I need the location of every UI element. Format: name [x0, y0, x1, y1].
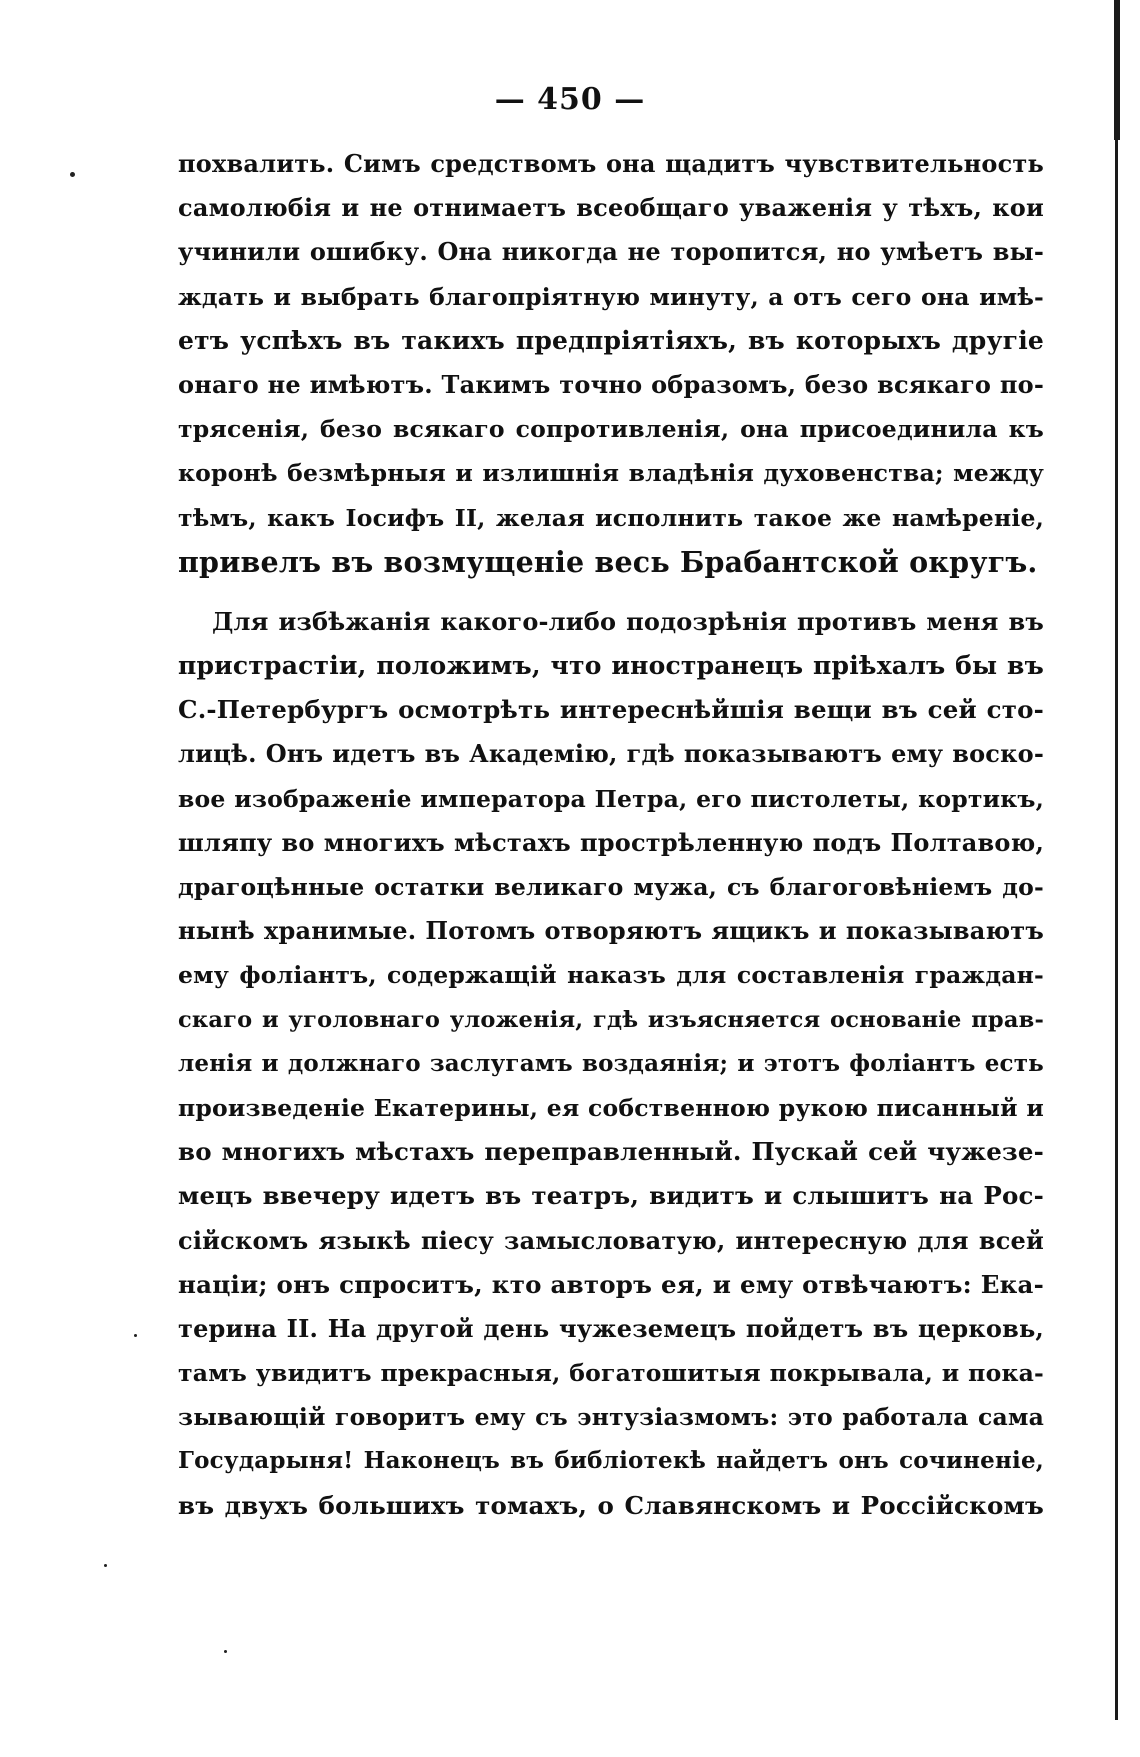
ink-speck — [134, 1334, 137, 1337]
text-line: во многихъ мѣстахъ переправленный. Пускай сей чужезе- — [178, 1137, 1044, 1167]
text-line: ему фоліантъ, содержащій наказъ для составленія граждан- — [178, 961, 1044, 990]
text-line: С.-Петербургъ осмотрѣть интереснѣйшія вещи въ сей сто- — [178, 695, 1044, 725]
body-text — [178, 142, 1044, 1528]
text-line: привелъ въ возмущеніе весь Брабантской округъ. — [178, 544, 1038, 579]
paragraph-gap — [178, 584, 1044, 600]
text-line: драгоцѣнные остатки великаго мужа, съ благоговѣніемъ до- — [178, 873, 1044, 901]
text-line: произведеніе Екатерины, ея собственною рукою писанный и — [178, 1093, 1044, 1122]
text-line: етъ успѣхъ въ такихъ предпріятіяхъ, въ которыхъ другіе — [178, 325, 1044, 355]
text-line: трясенія, безо всякаго сопротивленія, она присоединила къ — [178, 415, 1044, 444]
text-line: сійскомъ языкѣ піесу замысловатую, интересную для всей — [178, 1225, 1044, 1255]
text-line: лицѣ. Онъ идетъ въ Академію, гдѣ показываютъ ему воско- — [178, 739, 1044, 769]
text-line: въ двухъ большихъ томахъ, о Славянскомъ и Россійскомъ — [178, 1490, 1044, 1520]
text-line: ленія и должнаго заслугамъ воздаянія; и этотъ фоліантъ есть — [178, 1049, 1044, 1077]
text-line: учинили ошибку. Она никогда не торопится, но умѣетъ вы- — [178, 237, 1044, 267]
text-line: скаго и уголовнаго уложенія, гдѣ изъясняется основаніе прав- — [178, 1006, 1044, 1033]
paragraph-2 — [178, 600, 1044, 1528]
text-line: онаго не имѣютъ. Такимъ точно образомъ, безо всякаго по- — [178, 369, 1044, 399]
text-line: вое изображеніе императора Петра, его пистолеты, кортикъ, — [178, 784, 1044, 813]
text-line: тамъ увидитъ прекрасныя, богатошитыя покрывала, и пока- — [178, 1359, 1044, 1388]
text-line: похвалить. Симъ средствомъ она щадитъ чувствительность — [178, 149, 1044, 178]
paragraph-1 — [178, 142, 1044, 584]
text-line: шляпу во многихъ мѣстахъ прострѣленную подъ Полтавою, — [178, 827, 1044, 857]
text-line: зывающій говоритъ ему съ энтузіазмомъ: это работала сама — [178, 1403, 1044, 1432]
text-line: самолюбія и не отнимаетъ всеобщаго уваженія у тѣхъ, кои — [178, 193, 1044, 223]
ink-speck — [104, 1564, 107, 1567]
ink-speck — [70, 172, 75, 177]
text-line: коронѣ безмѣрныя и излишнія владѣнія духовенства; между — [178, 459, 1044, 488]
text-line: ждать и выбрать благопріятную минуту, а отъ сего она имѣ- — [178, 282, 1044, 311]
text-line: тѣмъ, какъ Іосифъ II, желая исполнить такое же намѣреніе, — [178, 503, 1044, 532]
text-line: нынѣ хранимые. Потомъ отворяютъ ящикъ и показываютъ — [178, 916, 1044, 946]
text-line: Для избѣжанія какого-либо подозрѣнія противъ меня въ — [212, 606, 1044, 636]
page-edge-line — [1115, 30, 1118, 1720]
text-line: пристрастіи, положимъ, что иностранецъ пріѣхалъ бы въ — [178, 651, 1044, 681]
text-line: Государыня! Наконецъ въ библіотекѣ найдетъ онъ сочиненіе, — [178, 1447, 1044, 1475]
page-number: — 450 — — [494, 82, 646, 117]
text-line: мецъ ввечеру идетъ въ театръ, видитъ и слышитъ на Рос- — [178, 1181, 1044, 1211]
ink-speck — [224, 1650, 227, 1653]
text-line: терина II. На другой день чужеземецъ пойдетъ въ церковь, — [178, 1313, 1044, 1343]
text-line: націи; онъ спроситъ, кто авторъ ея, и ему отвѣчаютъ: Ека- — [178, 1269, 1044, 1299]
